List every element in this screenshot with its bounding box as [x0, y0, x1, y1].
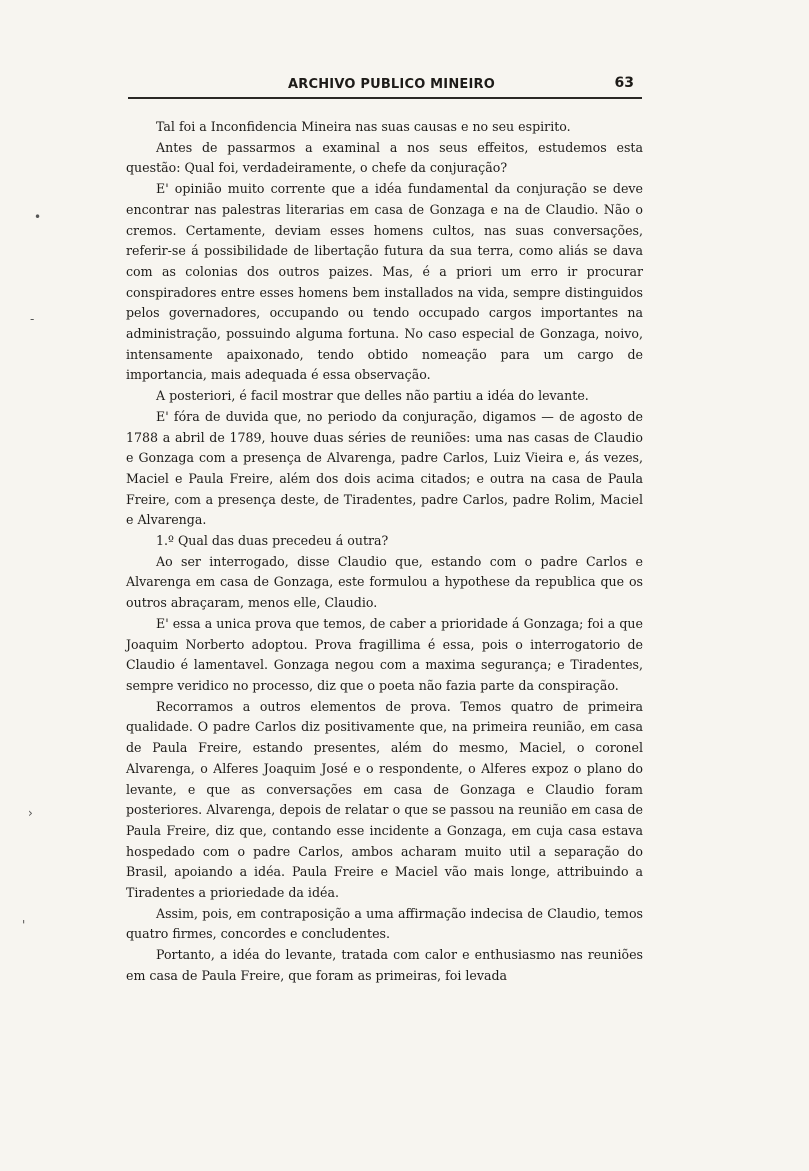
margin-mark: ›: [28, 806, 33, 820]
paragraph: Tal foi a Inconfidencia Mineira nas suas causas e no seu espirito.: [156, 119, 571, 134]
paragraph: Ao ser interrogado, disse Claudio que, estando com o padre Carlos e Alvarenga em casa de Gonzaga, este formulou a hypothese da republica que os outros abraçaram, menos elle, Claudio.: [126, 553, 643, 611]
header-rule: [128, 97, 642, 99]
paragraph: Portanto, a idéa do levante, tratada com calor e enthusiasmo nas reuniões em casa de Paula Freire, que foram as primeiras, foi levada: [126, 947, 643, 983]
paragraph: Recorramos a outros elementos de prova. Temos quatro de primeira qualidade. O padre Carlos diz positivamente que, na primeira reunião, em casa de Paula Freire, estando presentes, além do mesmo, Maciel, o coronel Alvarenga, o Alferes Joaquim José e o respondente, o Alferes expoz o plano do levante, e que as conversações em casa de Gonzaga e Claudio foram posteriores. Alvarenga, depois de relatar o que se passou na reunião em casa de Paula Freire, diz que, contando esse incidente a Gonzaga, em cuja casa estava hospedado com o padre Carlos, ambos acharam muito util a separação do Brasil, apoiando a idéa. Paula Freire e Maciel vão mais longe, attribuindo a Tiradentes a prioriedade da idéa.: [126, 698, 643, 901]
paragraph: Antes de passarmos a examinal a nos seus effeitos, estudemos esta questão: Qual foi, verdadeiramente, o chefe da conjuração?: [126, 139, 643, 176]
paragraph: E' essa a unica prova que temos, de caber a prioridade á Gonzaga; foi a que Joaquim Norberto adoptou. Prova fragillima é essa, pois o interrogatorio de Claudio é lamentavel. Gonzaga negou com a maxima segurança; e Tiradentes, sempre veridico no processo, diz que o poeta não fazia parte da conspiração.: [126, 615, 643, 693]
paragraph: E' opinião muito corrente que a idéa fundamental da conjuração se deve encontrar nas palestras literarias em casa de Gonzaga e na de Claudio. Não o cremos. Certamente, deviam esses homens cultos, nas suas conversações, referir-se á possibilidade de libertação futura da sua terra, como aliás se dava com as colonias dos outros paizes. Mas, é a priori um erro ir procurar conspiradores entre esses homens bem installados na vida, sempre distinguidos pelos governadores, occupando ou tendo occupado cargos importantes na administração, possuindo alguma fortuna. No caso especial de Gonzaga, noivo, intensamente apaixonado, tendo obtido nomeação para um cargo de importancia, mais adequada é essa observação.: [126, 181, 643, 383]
paragraph: A posteriori, é facil mostrar que delles não partiu a idéa do levante.: [156, 388, 589, 404]
margin-mark: •: [34, 210, 42, 224]
paragraph: Assim, pois, em contraposição a uma affirmação indecisa de Claudio, temos quatro firmes, concordes e concludentes.: [126, 905, 643, 942]
running-title: ARCHIVO PUBLICO MINEIRO: [288, 77, 496, 92]
paragraph: E' fóra de duvida que, no periodo da conjuração, digamos — de agosto de 1788 a abril de 1789, houve duas séries de reuniões: uma nas casas de Claudio e Gonzaga com a presença de Alvarenga, padre Carlos, Luiz Vieira e, ás vezes, Maciel e Paula Freire, além dos dois acima citados; e outra na casa de Paula Freire, com a presença deste, de Tiradentes, padre Carlos, padre Rolim, Maciel e Alvarenga.: [126, 408, 643, 528]
page-number: 63: [614, 75, 634, 91]
paragraph: 1.º Qual das duas precedeu á outra?: [156, 533, 389, 549]
page-header: [128, 75, 640, 95]
margin-mark: -: [30, 312, 35, 326]
margin-mark: ': [22, 918, 26, 932]
body-text: [126, 117, 643, 987]
